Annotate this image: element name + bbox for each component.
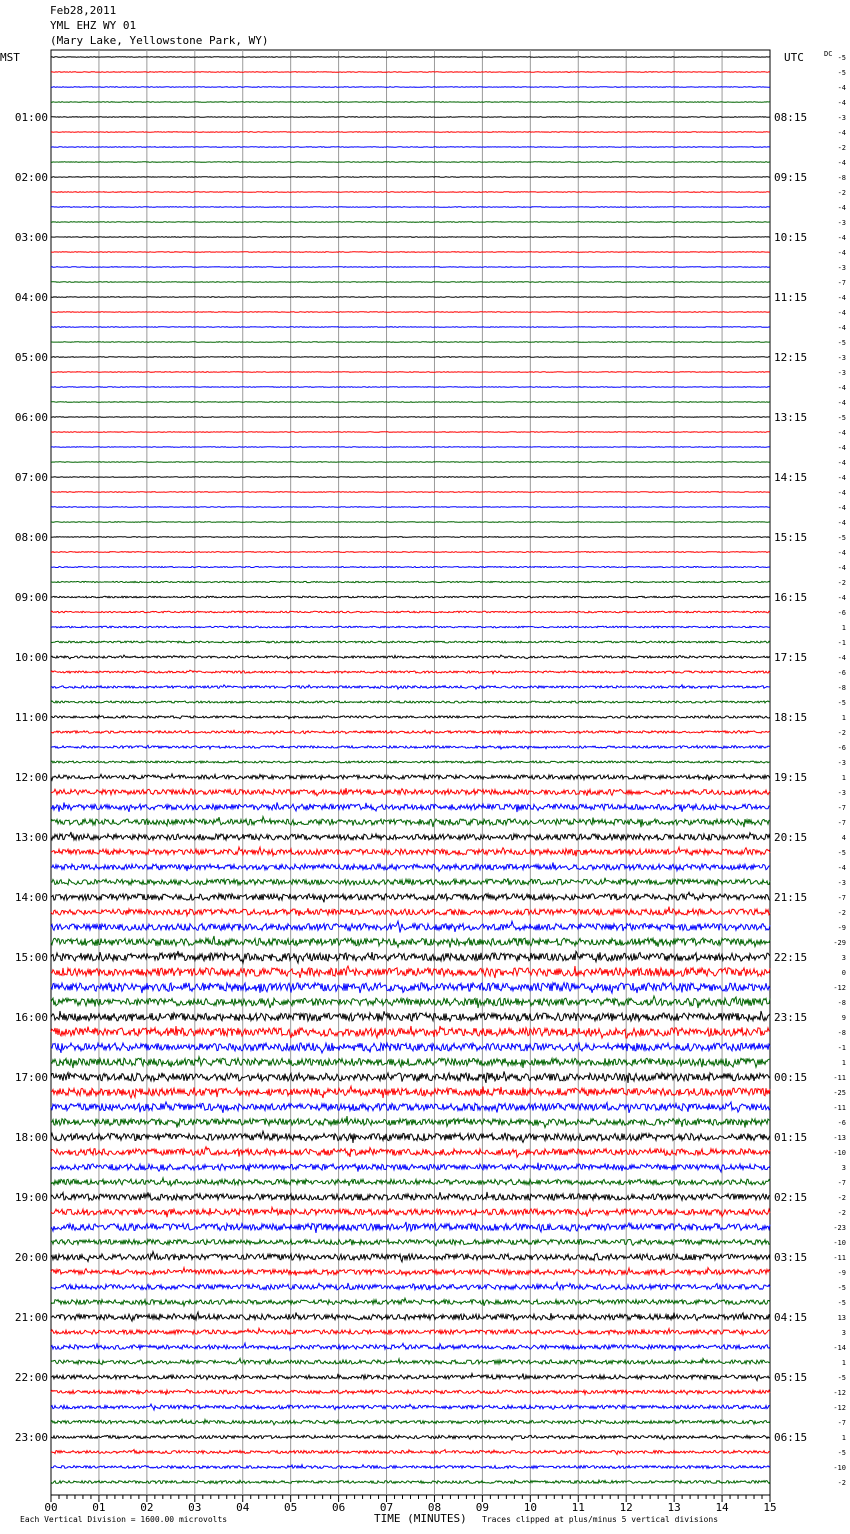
dc-offset-label: -4 <box>837 654 846 662</box>
right-hour-label: 04:15 <box>774 1311 808 1324</box>
trace-line <box>51 996 770 1008</box>
trace-line <box>51 432 770 433</box>
trace-line <box>51 192 770 193</box>
dc-offset-label: -8 <box>837 999 846 1007</box>
trace-line <box>51 1011 770 1021</box>
right-hour-label: 11:15 <box>774 291 808 304</box>
trace-line <box>51 522 770 523</box>
right-hour-label: 03:15 <box>774 1251 808 1264</box>
trace-line <box>51 1419 770 1425</box>
trace-line <box>51 1147 770 1158</box>
trace-line <box>51 761 770 763</box>
trace-line <box>51 1328 770 1335</box>
plot-location: (Mary Lake, Yellowstone Park, WY) <box>50 34 269 47</box>
left-hour-label: 07:00 <box>14 471 48 484</box>
trace-line <box>51 878 770 886</box>
x-tick-label: 00 <box>44 1501 58 1514</box>
dc-offset-label: -2 <box>837 729 846 737</box>
trace-line <box>51 387 770 388</box>
dc-offset-label: -11 <box>833 1104 846 1112</box>
x-tick-label: 01 <box>92 1501 106 1514</box>
trace-line <box>51 1043 770 1053</box>
x-tick-label: 06 <box>331 1501 346 1514</box>
trace-line <box>51 267 770 268</box>
dc-offset-label: -4 <box>837 324 846 332</box>
dc-offset-label: -4 <box>837 399 846 407</box>
trace-line <box>51 745 770 749</box>
trace-line <box>51 1283 770 1290</box>
trace-line <box>51 72 770 73</box>
dc-offset-label: -4 <box>837 564 846 572</box>
trace-line <box>51 802 770 812</box>
trace-line <box>51 641 770 643</box>
dc-offset-label: -7 <box>837 819 846 827</box>
trace-line <box>51 417 770 418</box>
trace-line <box>51 492 770 493</box>
right-hour-label: 16:15 <box>774 591 808 604</box>
x-tick-label: 02 <box>140 1501 154 1514</box>
trace-line <box>51 596 770 598</box>
dc-offset-label: -9 <box>837 924 846 932</box>
left-hour-label: 03:00 <box>14 231 48 244</box>
trace-line <box>51 951 770 963</box>
dc-offset-label: -4 <box>837 459 846 467</box>
right-hour-label: 21:15 <box>774 891 808 904</box>
dc-offset-label: -14 <box>833 1344 846 1352</box>
dc-offset-label: -5 <box>837 1299 846 1307</box>
dc-offset-label: -2 <box>837 909 846 917</box>
right-hour-label: 10:15 <box>774 231 808 244</box>
trace-line <box>51 57 770 58</box>
trace-line <box>51 1480 770 1483</box>
trace-line <box>51 1239 770 1245</box>
dc-offset-label: -4 <box>837 594 846 602</box>
trace-line <box>51 87 770 88</box>
right-timezone-label: UTC <box>784 51 804 64</box>
x-tick-label: 05 <box>284 1501 298 1514</box>
left-hour-label: 11:00 <box>14 711 48 724</box>
trace-line <box>51 1222 770 1233</box>
dc-offset-label: -7 <box>837 804 846 812</box>
dc-offset-label: -4 <box>837 429 846 437</box>
dc-offset-label: -3 <box>837 759 846 767</box>
dc-offset-label: -5 <box>837 69 846 77</box>
dc-offset-label: -4 <box>837 444 846 452</box>
dc-offset-label: -4 <box>837 204 846 212</box>
trace-line <box>51 966 770 978</box>
x-tick-label: 08 <box>427 1501 442 1514</box>
dc-offset-label: -6 <box>837 669 846 677</box>
dc-offset-label: -25 <box>833 1089 846 1097</box>
dc-offset-label: 9 <box>841 1014 846 1022</box>
trace-line <box>51 132 770 133</box>
trace-line <box>51 1312 770 1321</box>
dc-offset-label: -5 <box>837 1374 846 1382</box>
trace-line <box>51 357 770 358</box>
trace-line <box>51 907 770 916</box>
left-hour-label: 10:00 <box>14 651 48 664</box>
trace-line <box>51 611 770 613</box>
dc-offset-label: -5 <box>837 1284 846 1292</box>
dc-offset-label: 1 <box>841 1434 846 1442</box>
dc-offset-label: 3 <box>841 954 846 962</box>
trace-line <box>51 567 770 568</box>
dc-offset-label: -7 <box>837 279 846 287</box>
trace-line <box>51 1298 770 1306</box>
trace-line <box>51 312 770 313</box>
trace-line <box>51 670 770 674</box>
right-hour-label: 23:15 <box>774 1011 808 1024</box>
dc-offset-label: -6 <box>837 1119 846 1127</box>
trace-line <box>51 207 770 208</box>
x-tick-label: 03 <box>188 1501 202 1514</box>
dc-offset-label: -4 <box>837 474 846 482</box>
x-tick-label: 10 <box>523 1501 537 1514</box>
left-hour-label: 05:00 <box>14 351 48 364</box>
trace-line <box>51 372 770 373</box>
dc-offset-label: -3 <box>837 264 846 272</box>
dc-offset-header: DC <box>824 50 833 58</box>
dc-offset-label: -2 <box>837 1209 846 1217</box>
trace-line <box>51 1268 770 1276</box>
trace-line <box>51 1026 770 1038</box>
dc-offset-label: -12 <box>833 984 846 992</box>
left-hour-label: 12:00 <box>14 771 48 784</box>
clip-note: Traces clipped at plus/minus 5 vertical divisions <box>482 1515 719 1524</box>
dc-offset-label: -10 <box>833 1464 846 1472</box>
right-hour-label: 13:15 <box>774 411 808 424</box>
trace-line <box>51 1374 770 1381</box>
right-hour-label: 17:15 <box>774 651 808 664</box>
right-hour-label: 01:15 <box>774 1131 808 1144</box>
trace-line <box>51 1163 770 1172</box>
trace-line <box>51 936 770 948</box>
trace-line <box>51 342 770 343</box>
left-hour-label: 04:00 <box>14 291 48 304</box>
trace-line <box>51 327 770 328</box>
dc-offset-label: -8 <box>837 174 846 182</box>
left-hour-label: 17:00 <box>14 1071 48 1084</box>
left-hour-label: 01:00 <box>14 111 48 124</box>
dc-offset-label: -4 <box>837 504 846 512</box>
trace-line <box>51 863 770 872</box>
dc-offset-label: -5 <box>837 699 846 707</box>
dc-offset-label: -2 <box>837 189 846 197</box>
right-hour-label: 20:15 <box>774 831 808 844</box>
left-hour-label: 02:00 <box>14 171 48 184</box>
x-tick-label: 09 <box>475 1501 490 1514</box>
trace-line <box>51 892 770 902</box>
left-hour-label: 16:00 <box>14 1011 48 1024</box>
left-hour-label: 08:00 <box>14 531 48 544</box>
right-hour-label: 09:15 <box>774 171 808 184</box>
trace-line <box>51 162 770 163</box>
dc-offset-label: -1 <box>837 639 846 647</box>
dc-offset-label: -9 <box>837 1269 846 1277</box>
dc-offset-label: 1 <box>841 1359 846 1367</box>
dc-offset-label: -4 <box>837 99 846 107</box>
dc-offset-label: -4 <box>837 384 846 392</box>
trace-line <box>51 774 770 781</box>
dc-offset-label: -3 <box>837 879 846 887</box>
dc-offset-label: 4 <box>841 834 846 842</box>
trace-line <box>51 701 770 703</box>
right-hour-label: 22:15 <box>774 951 808 964</box>
trace-line <box>51 1359 770 1365</box>
trace-line <box>51 222 770 223</box>
trace-line <box>51 1192 770 1200</box>
dc-offset-label: -2 <box>837 579 846 587</box>
dc-offset-label: 1 <box>841 624 846 632</box>
dc-offset-label: -2 <box>837 144 846 152</box>
dc-offset-label: -5 <box>837 414 846 422</box>
dc-offset-label: -11 <box>833 1074 846 1082</box>
dc-offset-label: -4 <box>837 234 846 242</box>
trace-line <box>51 626 770 628</box>
left-timezone-label: MST <box>0 51 20 64</box>
trace-line <box>51 921 770 932</box>
dc-offset-label: -2 <box>837 1479 846 1487</box>
x-tick-label: 15 <box>763 1501 777 1514</box>
trace-line <box>51 477 770 478</box>
left-hour-label: 20:00 <box>14 1251 48 1264</box>
right-hour-label: 14:15 <box>774 471 808 484</box>
dc-offset-label: -3 <box>837 369 846 377</box>
dc-offset-label: -4 <box>837 519 846 527</box>
dc-offset-label: -2 <box>837 1194 846 1202</box>
x-tick-label: 11 <box>571 1501 585 1514</box>
plot-date: Feb28,2011 <box>50 4 117 17</box>
left-hour-label: 21:00 <box>14 1311 48 1324</box>
trace-line <box>51 1086 770 1098</box>
trace-line <box>51 1450 770 1455</box>
dc-offset-label: -12 <box>833 1404 846 1412</box>
dc-offset-label: -6 <box>837 744 846 752</box>
dc-offset-label: -6 <box>837 609 846 617</box>
dc-offset-label: 1 <box>841 774 846 782</box>
dc-offset-label: 1 <box>841 714 846 722</box>
plot-station: YML EHZ WY 01 <box>50 19 137 32</box>
trace-line <box>51 1178 770 1186</box>
left-hour-label: 22:00 <box>14 1371 48 1384</box>
dc-offset-label: -4 <box>837 864 846 872</box>
dc-offset-label: -11 <box>833 1254 846 1262</box>
dc-offset-label: -7 <box>837 1419 846 1427</box>
dc-offset-label: -7 <box>837 1179 846 1187</box>
dc-offset-label: -8 <box>837 1029 846 1037</box>
trace-line <box>51 715 770 719</box>
trace-line <box>51 730 770 734</box>
dc-offset-label: -5 <box>837 54 846 62</box>
left-hour-label: 23:00 <box>14 1431 48 1444</box>
trace-line <box>51 1252 770 1262</box>
right-hour-label: 00:15 <box>774 1071 808 1084</box>
trace-line <box>51 847 770 856</box>
dc-offset-label: 13 <box>837 1314 846 1322</box>
right-hour-label: 19:15 <box>774 771 808 784</box>
dc-offset-label: -23 <box>833 1224 846 1232</box>
x-tick-label: 04 <box>236 1501 250 1514</box>
dc-offset-label: 0 <box>841 969 846 977</box>
trace-line <box>51 685 770 689</box>
trace-line <box>51 1390 770 1396</box>
trace-line <box>51 1102 770 1113</box>
trace-line <box>51 282 770 283</box>
trace-line <box>51 1071 770 1083</box>
trace-line <box>51 983 770 993</box>
trace-line <box>51 1343 770 1351</box>
dc-offset-label: 3 <box>841 1164 846 1172</box>
dc-offset-label: -12 <box>833 1389 846 1397</box>
right-hour-label: 02:15 <box>774 1191 808 1204</box>
left-hour-label: 19:00 <box>14 1191 48 1204</box>
x-tick-label: 13 <box>667 1501 681 1514</box>
dc-offset-label: -5 <box>837 1449 846 1457</box>
x-tick-label: 07 <box>379 1501 394 1514</box>
left-hour-label: 09:00 <box>14 591 48 604</box>
dc-offset-label: -10 <box>833 1239 846 1247</box>
dc-offset-label: -5 <box>837 534 846 542</box>
trace-line <box>51 102 770 103</box>
trace-line <box>51 402 770 403</box>
dc-offset-label: -13 <box>833 1134 846 1142</box>
dc-offset-label: -29 <box>833 939 846 947</box>
dc-offset-label: -5 <box>837 849 846 857</box>
trace-line <box>51 1057 770 1068</box>
trace-line <box>51 507 770 508</box>
dc-offset-label: -7 <box>837 894 846 902</box>
left-hour-label: 18:00 <box>14 1131 48 1144</box>
dc-offset-label: -4 <box>837 129 846 137</box>
trace-line <box>51 788 770 796</box>
trace-line <box>51 817 770 828</box>
dc-offset-label: -4 <box>837 249 846 257</box>
left-hour-label: 14:00 <box>14 891 48 904</box>
right-hour-label: 06:15 <box>774 1431 808 1444</box>
trace-line <box>51 297 770 298</box>
trace-line <box>51 537 770 538</box>
right-hour-label: 05:15 <box>774 1371 808 1384</box>
dc-offset-label: -10 <box>833 1149 846 1157</box>
left-hour-label: 13:00 <box>14 831 48 844</box>
dc-offset-label: -3 <box>837 789 846 797</box>
dc-offset-label: -4 <box>837 294 846 302</box>
dc-offset-label: -5 <box>837 339 846 347</box>
trace-line <box>51 655 770 659</box>
dc-offset-label: -3 <box>837 354 846 362</box>
trace-line <box>51 147 770 148</box>
trace-line <box>51 1465 770 1469</box>
dc-offset-label: -8 <box>837 684 846 692</box>
trace-line <box>51 1207 770 1217</box>
trace-line <box>51 1435 770 1440</box>
dc-offset-label: -1 <box>837 1044 846 1052</box>
trace-line <box>51 237 770 238</box>
dc-offset-label: -4 <box>837 489 846 497</box>
dc-offset-label: -4 <box>837 84 846 92</box>
trace-line <box>51 462 770 463</box>
trace-line <box>51 1116 770 1128</box>
right-hour-label: 15:15 <box>774 531 808 544</box>
right-hour-label: 12:15 <box>774 351 808 364</box>
left-hour-label: 06:00 <box>14 411 48 424</box>
trace-line <box>51 581 770 582</box>
trace-line <box>51 552 770 553</box>
x-tick-label: 14 <box>715 1501 729 1514</box>
trace-line <box>51 832 770 840</box>
trace-line <box>51 177 770 178</box>
dc-offset-label: -4 <box>837 309 846 317</box>
scale-note: Each Vertical Division = 1600.00 microvolts <box>20 1515 228 1524</box>
trace-line <box>51 1131 770 1143</box>
dc-offset-label: -4 <box>837 549 846 557</box>
trace-line <box>51 117 770 118</box>
left-hour-label: 15:00 <box>14 951 48 964</box>
trace-line <box>51 252 770 253</box>
trace-line <box>51 447 770 448</box>
dc-offset-label: -4 <box>837 159 846 167</box>
x-axis-title: TIME (MINUTES) <box>374 1512 467 1525</box>
dc-offset-label: -3 <box>837 114 846 122</box>
dc-offset-label: -3 <box>837 219 846 227</box>
right-hour-label: 08:15 <box>774 111 808 124</box>
right-hour-label: 18:15 <box>774 711 808 724</box>
trace-line <box>51 1404 770 1410</box>
x-tick-label: 12 <box>619 1501 633 1514</box>
dc-offset-label: 1 <box>841 1059 846 1067</box>
dc-offset-label: 3 <box>841 1329 846 1337</box>
